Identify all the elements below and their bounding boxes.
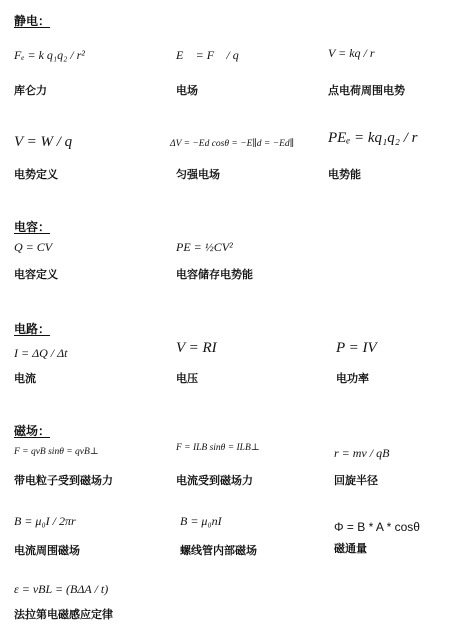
section-title-circuits: 电路： bbox=[14, 322, 51, 336]
formula-solenoid-field: B = μ₀nI bbox=[180, 514, 222, 528]
label-electric-power: 电功率 bbox=[336, 372, 369, 385]
label-cyclotron-radius: 回旋半径 bbox=[334, 474, 378, 487]
label-point-charge-potential: 点电荷周围电势 bbox=[328, 84, 405, 97]
label-uniform-field: 匀强电场 bbox=[176, 168, 220, 181]
formula-uniform-field: ΔV = −Ed cosθ = −E∥d = −Ed∥ bbox=[170, 139, 295, 149]
formula-voltage: V = RI bbox=[176, 340, 217, 356]
formula-current-magnetic-force: F = ILB sinθ = ILB⊥ bbox=[176, 443, 260, 453]
section-title-magnetic-field: 磁场： bbox=[14, 424, 51, 438]
formula-cyclotron-radius: r = mv / qB bbox=[334, 446, 390, 460]
label-electric-field: 电场 bbox=[176, 84, 198, 97]
label-current: 电流 bbox=[14, 372, 36, 385]
formula-potential-definition: V = W / q bbox=[14, 134, 73, 150]
label-faraday-law: 法拉第电磁感应定律 bbox=[14, 608, 113, 621]
formula-magnetic-flux: Φ = B * A * cosθ bbox=[334, 520, 420, 534]
label-voltage: 电压 bbox=[176, 372, 198, 385]
formula-point-charge-potential: V = kq / r bbox=[328, 46, 375, 60]
formula-charge-magnetic-force: F = qvB sinθ = qvB⊥ bbox=[14, 447, 99, 457]
formula-potential-energy: PEₑ = kq₁q₂ / r bbox=[328, 130, 418, 146]
label-capacitance-definition: 电容定义 bbox=[14, 268, 58, 281]
formula-current: I = ΔQ / Δt bbox=[14, 346, 68, 360]
formula-electric-power: P = IV bbox=[336, 340, 377, 356]
formula-wire-magnetic-field: B = μ₀I / 2πr bbox=[14, 514, 76, 528]
label-capacitor-energy: 电容储存电势能 bbox=[176, 268, 253, 281]
label-potential-definition: 电势定义 bbox=[14, 168, 58, 181]
formula-electric-field: E⃗ = F⃗ / q bbox=[176, 48, 239, 62]
formula-coulomb-force: Fₑ = k q₁q₂ / r² bbox=[14, 48, 85, 62]
label-solenoid-field: 螺线管内部磁场 bbox=[180, 544, 257, 557]
label-wire-magnetic-field: 电流周围磁场 bbox=[14, 544, 80, 557]
formula-capacitor-energy: PE = ½CV² bbox=[176, 240, 233, 254]
section-title-electrostatics: 静电： bbox=[14, 14, 51, 28]
label-magnetic-flux: 磁通量 bbox=[334, 542, 367, 555]
formula-capacitance-definition: Q = CV bbox=[14, 240, 53, 254]
label-current-magnetic-force: 电流受到磁场力 bbox=[176, 474, 253, 487]
label-coulomb-force: 库仑力 bbox=[14, 84, 47, 97]
label-potential-energy: 电势能 bbox=[328, 168, 361, 181]
formula-faraday-law: ε = vBL = (BΔA / t) bbox=[14, 582, 109, 596]
section-title-capacitance: 电容： bbox=[14, 220, 51, 234]
label-charge-magnetic-force: 带电粒子受到磁场力 bbox=[14, 474, 113, 487]
